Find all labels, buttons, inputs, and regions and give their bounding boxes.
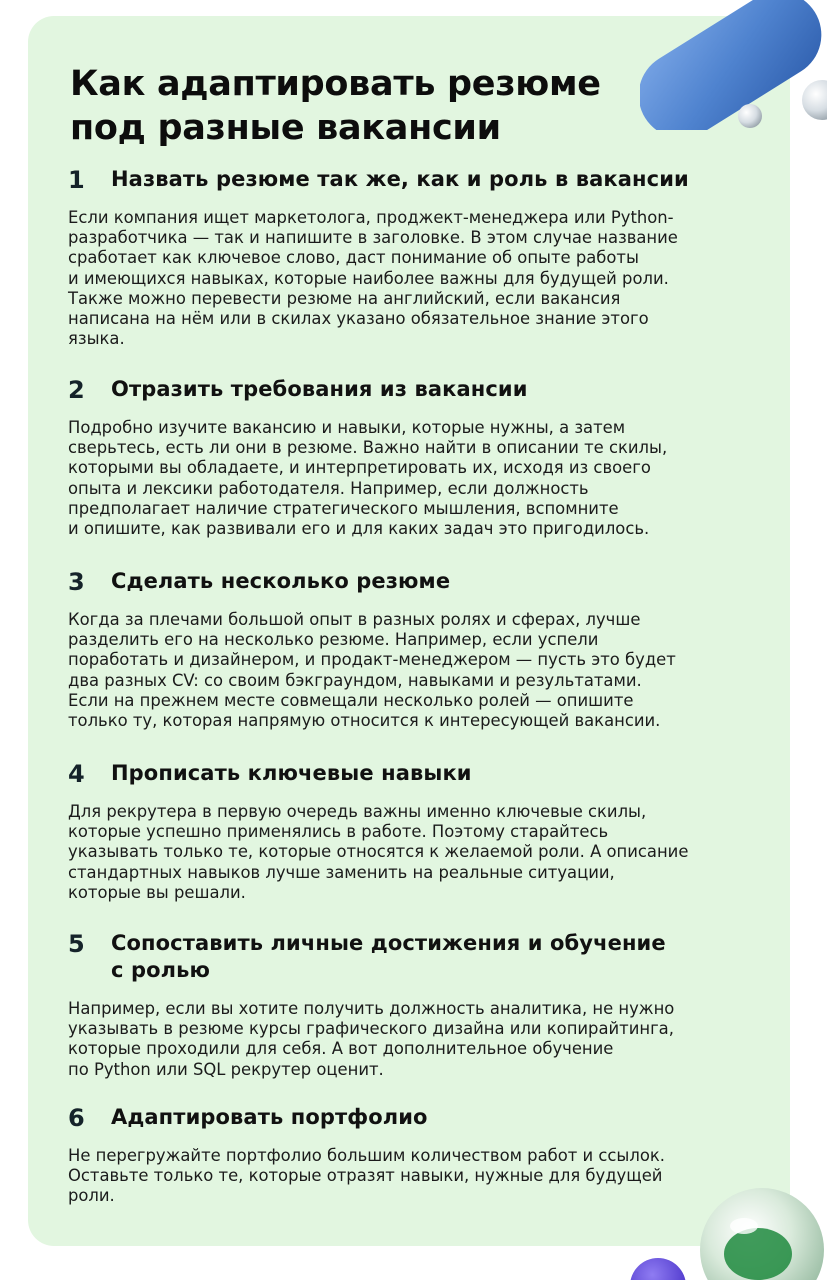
section-title: Прописать ключевые навыки (111, 761, 472, 785)
content-card (28, 16, 790, 1246)
page-title: Как адаптировать резюме под разные вакансии (70, 64, 601, 148)
section-6 (68, 1104, 758, 1207)
section-header (68, 166, 758, 193)
section-body: Подробно изучите вакансию и навыки, которые нужны, а затем сверьтесь, есть ли они в резюме. Важно найти в описании те скилы, которыми вы обладаете, и интерпретировать их, исходя из своего опыта и лексики работодателя. Например, если должность предполагает наличие стратегического мышления, вспомните и опишите, как развивали его и для каких задач это пригодилось. (68, 418, 668, 539)
section-header (68, 760, 758, 787)
section-3 (68, 568, 758, 731)
section-2 (68, 376, 758, 539)
section-body: Для рекрутера в первую очередь важны именно ключевые скилы, которые успешно применялись в работе. Поэтому старайтесь указывать только те, которые относятся к желаемой роли. А описание стандартных навыков лучше заменить на реальные ситуации, которые вы решали. (68, 802, 689, 902)
green-glass-sphere-decoration (696, 1186, 827, 1280)
section-number: 4 (68, 760, 85, 788)
section-5 (68, 930, 758, 1080)
section-body: Например, если вы хотите получить должность аналитика, не нужно указывать в резюме курсы графического дизайна или копирайтинга, которые проходили для себя. А вот дополнительное обучение по Python или SQL рекрутер оценит. (68, 999, 675, 1079)
section-4 (68, 760, 758, 903)
section-body: Когда за плечами большой опыт в разных ролях и сферах, лучше разделить его на несколько резюме. Например, если успели поработать и дизайнером, и продакт-менеджером — пусть это будет два разных CV: со своим бэкграундом, навыками и результатами. Если на прежнем месте совмещали несколько ролей — опишите только ту, которая напрямую относится к интересующей вакансии. (68, 610, 676, 731)
section-title: Назвать резюме так же, как и роль в вакансии (111, 167, 689, 191)
section-header (68, 1104, 758, 1131)
section-header (68, 930, 758, 984)
section-body: Если компания ищет маркетолога, проджект-менеджера или Python- разработчика — так и напишите в заголовке. В этом случае название сработает как ключевое слово, даст понимание об опыте работы и имеющихся навыках, которые наиболее важны для будущей роли. Также можно перевести резюме на английский, если вакансия написана на нём или в скилах указано обязательное знание этого языка. (68, 208, 678, 349)
section-title: Адаптировать портфолио (111, 1105, 428, 1129)
purple-sphere-decoration (628, 1256, 688, 1280)
section-number: 3 (68, 568, 85, 596)
section-number: 5 (68, 930, 85, 958)
section-number: 6 (68, 1104, 85, 1132)
section-header (68, 568, 758, 595)
section-1 (68, 166, 758, 349)
section-header (68, 376, 758, 403)
section-body: Не перегружайте портфолио большим количеством работ и ссылок. Оставьте только те, которые отразят навыки, нужные для будущей роли. (68, 1146, 665, 1206)
section-title: Сопоставить личные достижения и обучение с ролью (111, 931, 666, 982)
section-number: 2 (68, 376, 85, 404)
blue-capsule-decoration (640, 0, 827, 130)
section-title: Отразить требования из вакансии (111, 377, 528, 401)
section-number: 1 (68, 166, 85, 194)
section-title: Сделать несколько резюме (111, 569, 451, 593)
